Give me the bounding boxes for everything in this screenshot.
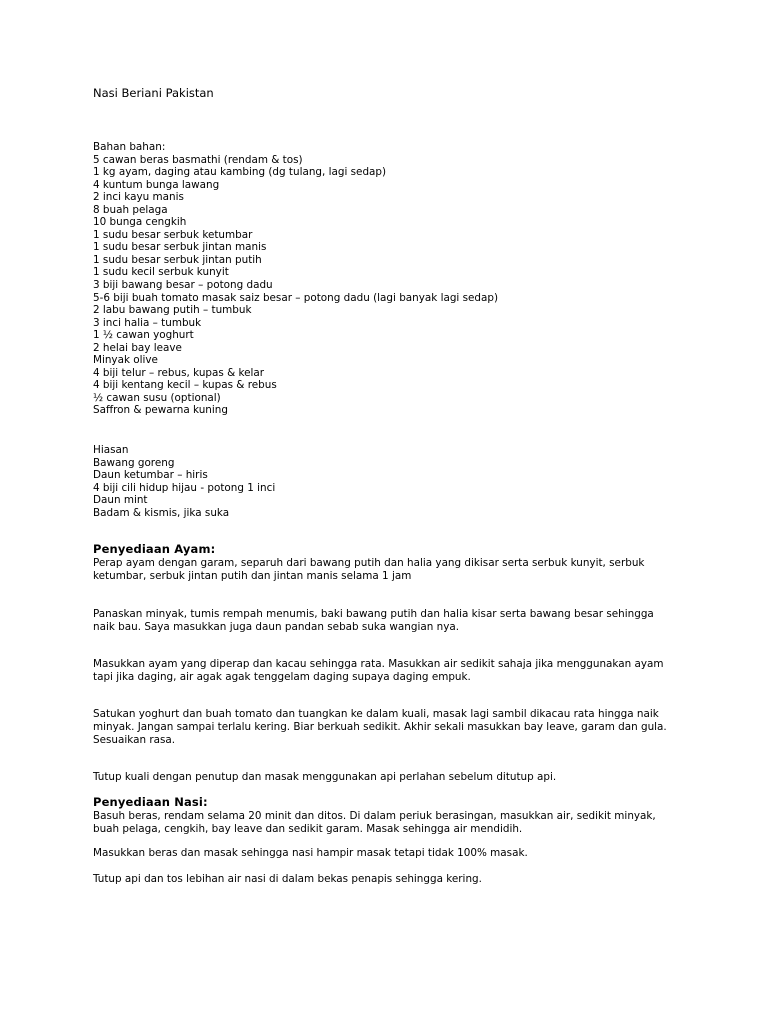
ingredient-item: 4 biji telur – rebus, kupas & kelar <box>93 366 265 379</box>
paragraph-nasi: Tutup api dan tos lebihan air nasi di dalam bekas penapis sehingga kering. <box>93 873 482 885</box>
ingredient-item: 5-6 biji buah tomato masak saiz besar – potong dadu (lagi banyak lagi sedap) <box>93 291 499 304</box>
garnish-item: Daun mint <box>93 494 148 507</box>
ingredient-item: 1 sudu besar serbuk ketumbar <box>93 228 253 241</box>
ingredients-list <box>93 141 498 417</box>
section-heading-ayam: Penyediaan Ayam: <box>93 542 216 556</box>
garnish-label: Hiasan <box>93 444 129 456</box>
ingredient-item: ½ cawan susu (optional) <box>93 391 221 404</box>
ingredient-item: 2 helai bay leave <box>93 341 182 354</box>
garnish-list <box>93 444 275 519</box>
ingredient-item: 3 biji bawang besar – potong dadu <box>93 279 273 292</box>
ingredients-label: Bahan bahan: <box>93 141 166 153</box>
paragraph-nasi: Masukkan beras dan masak sehingga nasi hampir masak tetapi tidak 100% masak. <box>93 847 528 859</box>
ingredient-item: Saffron & pewarna kuning <box>93 404 228 417</box>
garnish-item: 4 biji cili hidup hijau - potong 1 inci <box>93 481 276 494</box>
paragraph-nasi: Basuh beras, rendam selama 20 minit dan ditos. Di dalam periuk berasingan, masukkan air, sedikit minyak, buah pelaga, cengkih, bay leave dan sedikit garam. Masak sehingga air mendidih. <box>93 810 656 835</box>
ingredient-item: 4 biji kentang kecil – kupas & rebus <box>93 379 277 392</box>
ingredient-item: 1 sudu kecil serbuk kunyit <box>93 266 229 279</box>
garnish-item: Badam & kismis, jika suka <box>93 506 230 519</box>
paragraph-ayam: Panaskan minyak, tumis rempah menumis, baki bawang putih dan halia kisar serta bawang besar sehingga naik bau. Saya masukkan juga daun pandan sebab suka wangian nya. <box>93 608 654 633</box>
paragraph-ayam: Masukkan ayam yang diperap dan kacau sehingga rata. Masukkan air sedikit sahaja jika menggunakan ayam tapi jika daging, air agak agak tenggelam daging supaya daging empuk. <box>93 658 664 683</box>
section-heading-nasi: Penyediaan Nasi: <box>93 795 208 809</box>
ingredient-item: 1 ½ cawan yoghurt <box>93 329 194 342</box>
ingredient-item: 1 sudu besar serbuk jintan putih <box>93 253 262 266</box>
ingredient-item: 10 bunga cengkih <box>93 216 187 229</box>
ingredient-item: 4 kuntum bunga lawang <box>93 178 220 191</box>
ingredient-item: 2 inci kayu manis <box>93 191 184 204</box>
paragraph-ayam: Satukan yoghurt dan buah tomato dan tuangkan ke dalam kuali, masak lagi sambil dikacau rata hingga naik minyak. Jangan sampai terlalu kering. Biar berkuah sedikit. Akhir sekali masukkan bay leave, garam dan gula. Sesuaikan rasa. <box>93 708 667 746</box>
ingredient-item: 5 cawan beras basmathi (rendam & tos) <box>93 153 303 166</box>
paragraph-ayam: Perap ayam dengan garam, separuh dari bawang putih dan halia yang dikisar serta serbuk kunyit, serbuk ketumbar, serbuk jintan putih dan jintan manis selama 1 jam <box>93 557 645 582</box>
ingredient-item: 8 buah pelaga <box>93 203 168 216</box>
ingredient-item: Minyak olive <box>93 354 158 367</box>
ingredient-item: 1 sudu besar serbuk jintan manis <box>93 241 267 254</box>
ingredient-item: 3 inci halia – tumbuk <box>93 316 202 329</box>
ingredient-item: 2 labu bawang putih – tumbuk <box>93 304 252 317</box>
ingredient-item: 1 kg ayam, daging atau kambing (dg tulang, lagi sedap) <box>93 166 387 179</box>
garnish-item: Daun ketumbar – hiris <box>93 469 208 482</box>
garnish-item: Bawang goreng <box>93 456 175 469</box>
recipe-title: Nasi Beriani Pakistan <box>93 86 214 100</box>
paragraph-ayam: Tutup kuali dengan penutup dan masak menggunakan api perlahan sebelum ditutup api. <box>93 771 557 783</box>
